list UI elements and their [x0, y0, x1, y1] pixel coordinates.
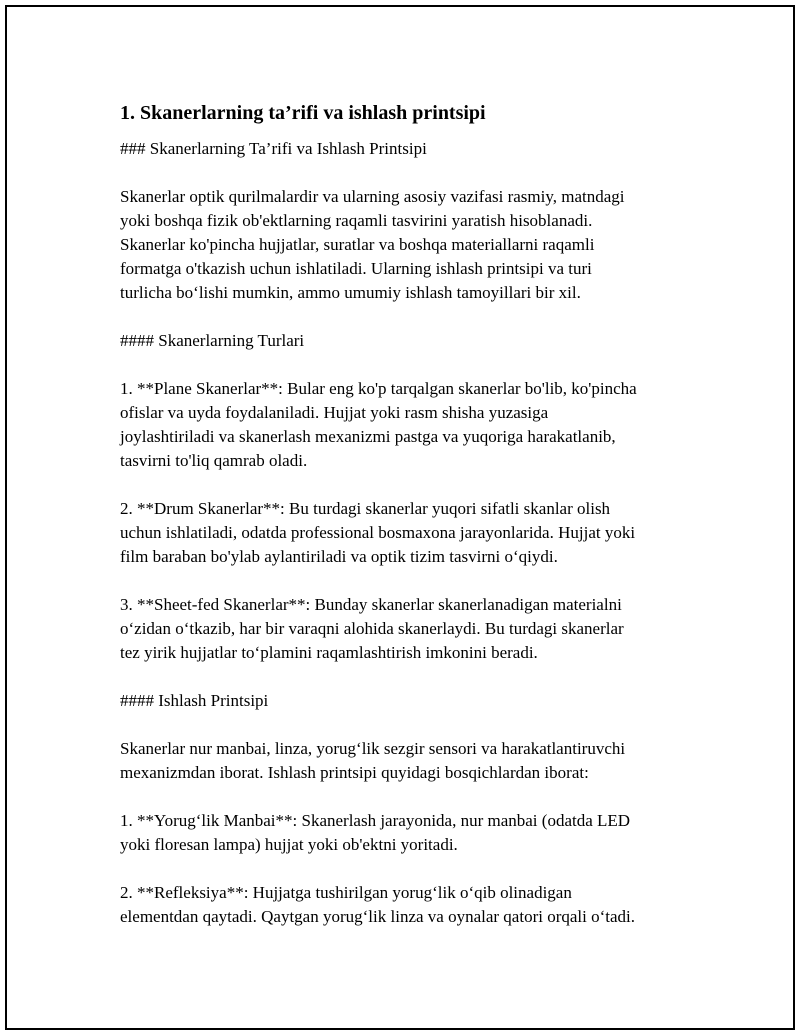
subsection-heading-principle: [120, 689, 690, 713]
text-line: 2. **Refleksiya**: Hujjatga tushirilgan yorug‘lik o‘qib olinadigan: [120, 883, 572, 902]
text-line: ### Skanerlarning Ta’rifi va Ishlash Printsipi: [120, 139, 427, 158]
text-line: mexanizmdan iborat. Ishlash printsipi quyidagi bosqichlardan iborat:: [120, 763, 589, 782]
text-line: yoki floresan lampa) hujjat yoki ob'ektni yoritadi.: [120, 835, 458, 854]
list-item-reflection: [120, 881, 690, 929]
text-line: 2. **Drum Skanerlar**: Bu turdagi skanerlar yuqori sifatli skanlar olish: [120, 499, 611, 518]
document-page: [5, 5, 795, 1030]
list-item-drum: [120, 497, 690, 569]
intro-paragraph: [120, 185, 690, 305]
text-line: #### Ishlash Printsipi: [120, 691, 269, 710]
text-line: #### Skanerlarning Turlari: [120, 331, 305, 350]
text-line: elementdan qaytadi. Qaytgan yorug‘lik linza va oynalar qatori orqali o‘tadi.: [120, 907, 636, 926]
text-line: turlicha bo‘lishi mumkin, ammo umumiy ishlash tamoyillari bir xil.: [120, 283, 581, 302]
subsection-heading-types: [120, 329, 690, 353]
text-line: 1. **Yorug‘lik Manbai**: Skanerlash jarayonida, nur manbai (odatda LED: [120, 811, 631, 830]
text-line: tasvirni to'liq qamrab oladi.: [120, 451, 308, 470]
principle-paragraph: [120, 737, 690, 785]
text-line: Skanerlar optik qurilmalardir va ularning asosiy vazifasi rasmiy, matndagi: [120, 187, 625, 206]
text-line: o‘zidan o‘tkazib, har bir varaqni alohida skanerlaydi. Bu turdagi skanerlar: [120, 619, 624, 638]
text-line: ofislar va uyda foydalaniladi. Hujjat yoki rasm shisha yuzasiga: [120, 403, 549, 422]
text-line: joylashtiriladi va skanerlash mexanizmi pastga va yuqoriga harakatlanib,: [120, 427, 616, 446]
text-line: uchun ishlatiladi, odatda professional bosmaxona jarayonlarida. Hujjat yoki: [120, 523, 636, 542]
text-line: film baraban bo'ylab aylantiriladi va optik tizim tasvirni o‘qiydi.: [120, 547, 558, 566]
text-line: 3. **Sheet-fed Skanerlar**: Bunday skanerlar skanerlanadigan materialni: [120, 595, 622, 614]
text-line: 1. **Plane Skanerlar**: Bular eng ko'p tarqalgan skanerlar bo'lib, ko'pincha: [120, 379, 637, 398]
list-item-light-source: [120, 809, 690, 857]
text-line: tez yirik hujjatlar to‘plamini raqamlashtirish imkonini beradi.: [120, 643, 538, 662]
document-content: [120, 99, 690, 953]
list-item-plane: [120, 377, 690, 473]
text-line: Skanerlar ko'pincha hujjatlar, suratlar va boshqa materiallarni raqamli: [120, 235, 595, 254]
text-line: yoki boshqa fizik ob'ektlarning raqamli tasvirini yaratish hisoblanadi.: [120, 211, 593, 230]
list-item-sheet-fed: [120, 593, 690, 665]
text-line: Skanerlar nur manbai, linza, yorug‘lik sezgir sensori va harakatlantiruvchi: [120, 739, 626, 758]
document-title: 1. Skanerlarning ta’rifi va ishlash printsipi: [120, 102, 486, 124]
section-heading: [120, 137, 690, 161]
text-line: formatga o'tkazish uchun ishlatiladi. Ularning ishlash printsipi va turi: [120, 259, 592, 278]
